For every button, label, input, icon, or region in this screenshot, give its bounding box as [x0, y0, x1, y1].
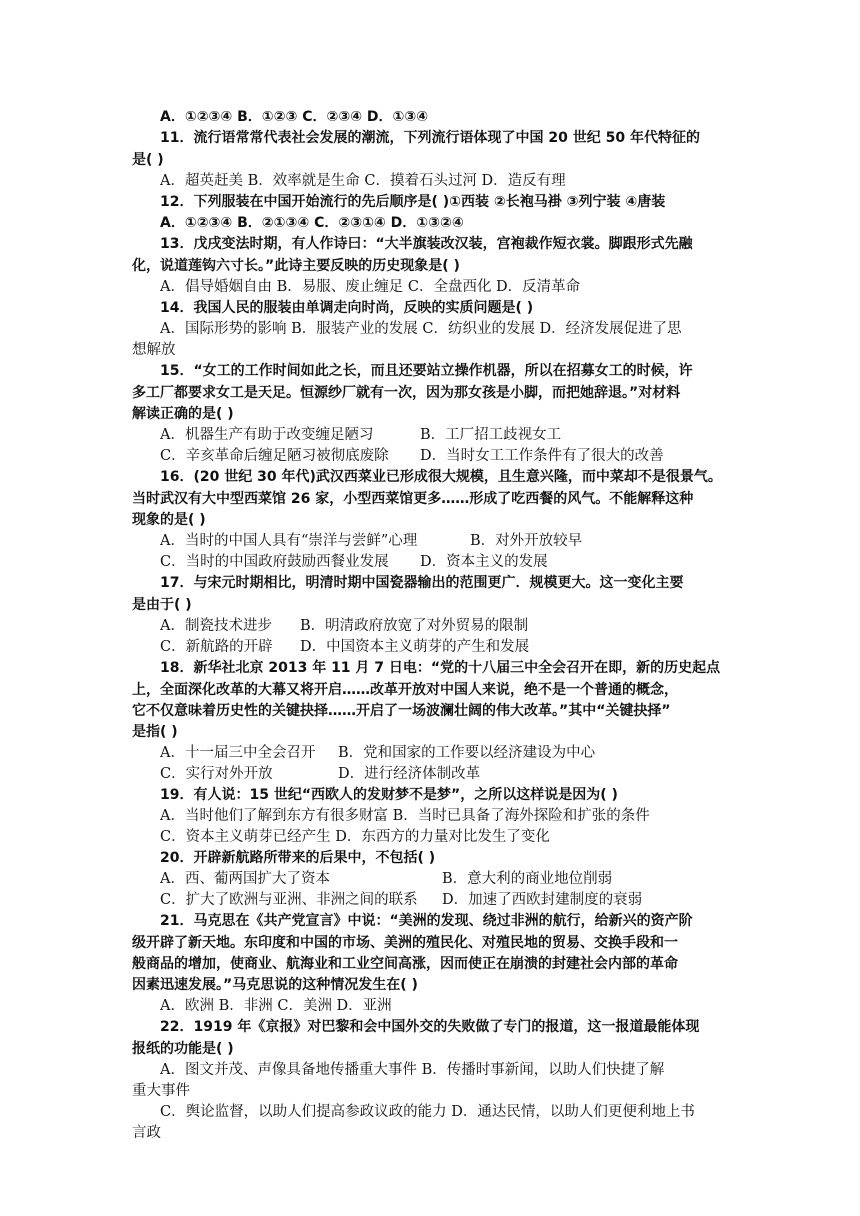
- q20-option-d: D．加速了西欧封建制度的衰弱: [442, 892, 643, 908]
- q12-options: A．①②③④ B．②①③④ C．②③①④ D．①③②④: [160, 215, 464, 231]
- q15-option-c: C．辛亥革命后缠足陋习被彻底废除: [160, 448, 389, 464]
- q15-options-ab: [160, 424, 742, 446]
- q11-stem-line2: 是( ): [132, 152, 164, 168]
- q11-stem-line1: 11．流行语常常代表社会发展的潮流，下列流行语体现了中国 20 世纪 50 年代特征的: [160, 130, 700, 146]
- q16-stem-line2: 当时武汉有大中型西菜馆 26 家，小型西菜馆更多……形成了吃西餐的风气。不能解释这种: [132, 491, 694, 507]
- q15-stem-line1: 15．“女工的工作时间如此之长，而且还要站立操作机器，所以在招募女工的时候，许: [160, 363, 693, 379]
- q11-options: A．超英赶美 B．效率就是生命 C．摸着石头过河 D．造反有理: [160, 173, 566, 189]
- q10-options: A．①②③④ B．①②③ C．②③④ D．①③④: [160, 109, 429, 125]
- q14-stem: 14．我国人民的服装由单调走向时尚，反映的实质问题是( ): [160, 300, 534, 316]
- q22-options-line3: C．舆论监督，以助人们提高参政议政的能力 D．通达民情，以助人们更便利地上书: [160, 1104, 695, 1120]
- q13-stem-line2: 化，说道莲钩六寸长。”此诗主要反映的历史现象是( ): [132, 258, 460, 274]
- q21-options: A．欧洲 B．非洲 C．美洲 D．亚洲: [160, 998, 392, 1014]
- q17-option-c: C．新航路的开辟: [160, 639, 273, 655]
- q18-option-b: B．党和国家的工作要以经济建设为中心: [338, 745, 596, 761]
- q21-stem-line1: 21．马克思在《共产党宣言》中说：“美洲的发现、绕过非洲的航行，给新兴的资产阶: [160, 913, 693, 929]
- q16-option-a: A．当时的中国人具有“崇洋与尝鲜”心理: [160, 533, 418, 549]
- q18-option-a: A．十一届三中全会召开: [160, 745, 316, 761]
- q19-options-line1: A．当时他们了解到东方有很多财富 B．当时已具备了海外探险和扩张的条件: [160, 808, 650, 824]
- q20-stem: 20．开辟新航路所带来的后果中，不包括( ): [160, 850, 436, 866]
- q15-stem-line3: 解读正确的是( ): [132, 406, 234, 422]
- q19-stem: 19．有人说：15 世纪“西欧人的发财梦不是梦”，之所以这样说是因为( ): [160, 787, 618, 803]
- q20-options-ab: [160, 868, 742, 890]
- q20-option-a: A．西、葡两国扩大了资本: [160, 871, 330, 887]
- q13-options: A．倡导婚姻自由 B．易服、废止缠足 C．全盘西化 D．反清革命: [160, 279, 581, 295]
- q22-options-line4: 言政: [132, 1125, 161, 1141]
- q22-stem-line1: 22．1919 年《京报》对巴黎和会中国外交的失败做了专门的报道，这一报道最能体现: [160, 1019, 700, 1035]
- q18-stem-line2: 上，全面深化改革的大幕又将开启……改革开放对中国人来说，绝不是一个普通的概念，: [132, 682, 678, 698]
- q18-stem-line4: 是指( ): [132, 724, 178, 740]
- q15-option-d: D．当时女工工作条件有了很大的改善: [420, 448, 664, 464]
- q15-option-a: A．机器生产有助于改变缠足陋习: [160, 427, 374, 443]
- q15-option-b: B．工厂招工歧视女工: [420, 427, 562, 443]
- q14-options-line1: A．国际形势的影响 B．服装产业的发展 C．纺织业的发展 D．经济发展促进了思: [160, 321, 682, 337]
- q22-options-line1: A．图文并茂、声像具备地传播重大事件 B．传播时事新闻，以助人们快捷了解: [160, 1062, 665, 1078]
- q16-option-c: C．当时的中国政府鼓励西餐业发展: [160, 554, 389, 570]
- q18-stem-line3: 它不仅意味着历史性的关键抉择……开启了一场波澜壮阔的伟大改革。”其中“关键抉择”: [132, 703, 671, 719]
- q21-stem-line2: 级开辟了新天地。东印度和中国的市场、美洲的殖民化、对殖民地的贸易、交换手段和一: [132, 935, 678, 951]
- q17-options-ab: [160, 615, 742, 637]
- q17-stem-line1: 17．与宋元时期相比，明清时期中国瓷器输出的范围更广．规模更大。这一变化主要: [160, 575, 684, 591]
- q16-option-d: D．资本主义的发展: [420, 554, 548, 570]
- q17-option-b: B．明清政府放宽了对外贸易的限制: [300, 618, 529, 634]
- q12-stem: 12．下列服装在中国开始流行的先后顺序是( )①西装 ②长袍马褂 ③列宁装 ④唐装: [160, 194, 666, 210]
- q18-stem-line1: 18．新华社北京 2013 年 11 月 7 日电：“党的十八届三中全会召开在即，新的历史起点: [160, 660, 721, 676]
- q20-option-c: C．扩大了欧洲与亚洲、非洲之间的联系: [160, 892, 418, 908]
- q16-options-ab: [160, 530, 742, 552]
- q16-option-b: B．对外开放较早: [470, 533, 583, 549]
- q18-option-c: C．实行对外开放: [160, 766, 273, 782]
- q21-stem-line3: 般商品的增加，使商业、航海业和工业空间高涨，因而使正在崩溃的封建社会内部的革命: [132, 956, 678, 972]
- q17-option-d: D．中国资本主义萌芽的产生和发展: [300, 639, 530, 655]
- q22-options-line2: 重大事件: [132, 1083, 190, 1099]
- q17-stem-line2: 是由于( ): [132, 597, 192, 613]
- q20-option-b: B．意大利的商业地位削弱: [442, 871, 613, 887]
- q15-options-cd: [160, 445, 742, 467]
- q17-options-cd: [160, 636, 742, 658]
- q16-stem-line3: 现象的是( ): [132, 512, 206, 528]
- q20-options-cd: [160, 889, 742, 911]
- q21-stem-line4: 因素迅速发展。”马克思说的这种情况发生在( ): [132, 977, 418, 993]
- q16-options-cd: [160, 551, 742, 573]
- q22-stem-line2: 报纸的功能是( ): [132, 1041, 234, 1057]
- q14-options-line2: 想解放: [132, 342, 176, 358]
- q18-options-ab: [160, 742, 742, 764]
- q16-stem-line1: 16．(20 世纪 30 年代)武汉西菜业已形成很大规模，且生意兴隆，而中菜却不是很景气。: [160, 469, 722, 485]
- q19-options-line2: C．资本主义萌芽已经产生 D．东西方的力量对比发生了变化: [160, 829, 550, 845]
- q15-stem-line2: 多工厂都要求女工是天足。恒源纱厂就有一次，因为那女孩是小脚，而把她辞退。”对材料: [132, 385, 681, 401]
- q13-stem-line1: 13．戊戌变法时期，有人作诗曰：“大半旗装改汉装，宫袍裁作短衣裳。脚跟形式先融: [160, 236, 693, 252]
- q17-option-a: A．制瓷技术进步: [160, 618, 272, 634]
- q18-option-d: D．进行经济体制改革: [338, 766, 481, 782]
- q18-options-cd: [160, 763, 742, 785]
